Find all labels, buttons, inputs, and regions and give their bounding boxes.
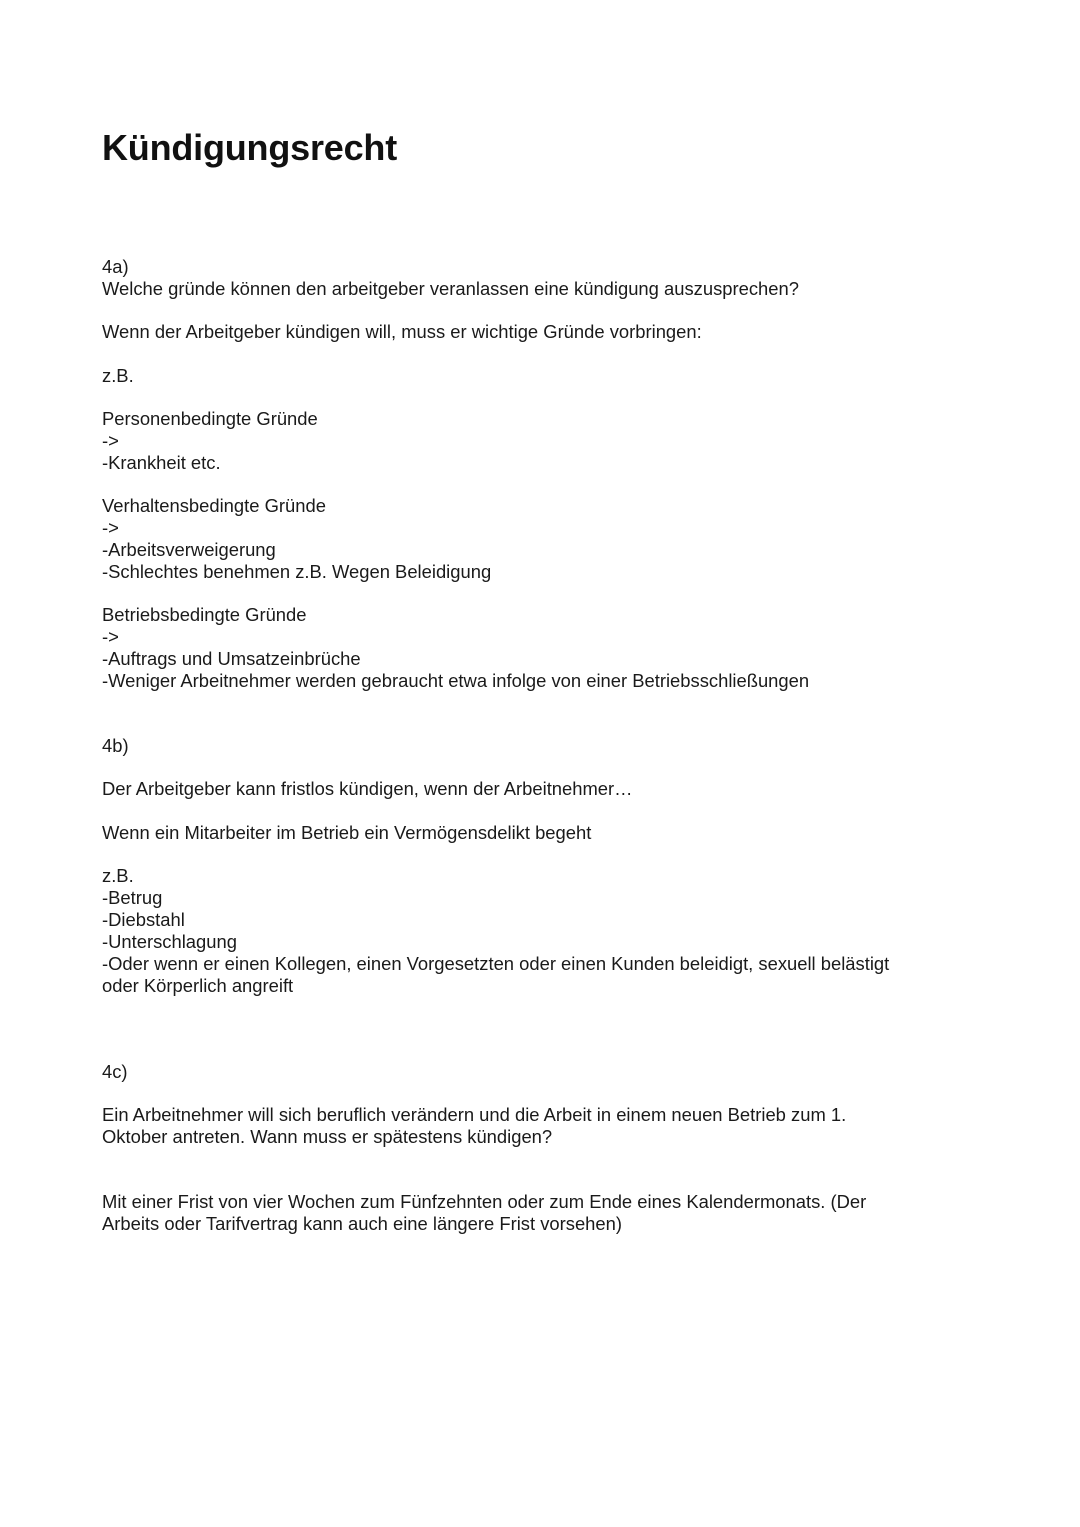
- section-label-4b: 4b): [102, 735, 129, 756]
- list-item: -Krankheit etc.: [102, 452, 221, 473]
- condition-4b: Wenn ein Mitarbeiter im Betrieb ein Vermögensdelikt begeht: [102, 822, 592, 843]
- example-label-4a: z.B.: [102, 365, 134, 386]
- question-4a: Welche gründe können den arbeitgeber veranlassen eine kündigung auszusprechen?: [102, 278, 799, 299]
- list-item: -Auftrags und Umsatzeinbrüche: [102, 648, 361, 669]
- group-heading-verhaltensbedingt: Verhaltensbedingte Gründe: [102, 495, 326, 516]
- question-4c-line-1: Ein Arbeitnehmer will sich beruflich verändern und die Arbeit in einem neuen Betrieb zum 1.: [102, 1104, 847, 1125]
- section-label-4a: 4a): [102, 256, 129, 277]
- question-4c-line-2: Oktober antreten. Wann muss er spätestens kündigen?: [102, 1126, 553, 1147]
- intro-4a: Wenn der Arbeitgeber kündigen will, muss er wichtige Gründe vorbringen:: [102, 321, 702, 342]
- page-title: Kündigungsrecht: [102, 127, 397, 168]
- example-label-4b: z.B.: [102, 865, 134, 886]
- list-item: -Arbeitsverweigerung: [102, 539, 276, 560]
- list-item: -Oder wenn er einen Kollegen, einen Vorgesetzten oder einen Kunden beleidigt, sexuell belästigt: [102, 953, 890, 974]
- list-item: -Schlechtes benehmen z.B. Wegen Beleidigung: [102, 561, 492, 582]
- group-heading-betriebsbedingt: Betriebsbedingte Gründe: [102, 604, 307, 625]
- list-item: -Betrug: [102, 887, 163, 908]
- arrow-verhaltensbedingt: ->: [102, 517, 119, 538]
- list-item-continuation: oder Körperlich angreift: [102, 975, 294, 996]
- section-label-4c: 4c): [102, 1061, 128, 1082]
- group-heading-personenbedingt: Personenbedingte Gründe: [102, 408, 318, 429]
- statement-4b: Der Arbeitgeber kann fristlos kündigen, wenn der Arbeitnehmer…: [102, 778, 633, 799]
- list-item: -Unterschlagung: [102, 931, 237, 952]
- answer-4c-line-2: Arbeits oder Tarifvertrag kann auch eine längere Frist vorsehen): [102, 1213, 622, 1234]
- answer-4c-line-1: Mit einer Frist von vier Wochen zum Fünfzehnten oder zum Ende eines Kalendermonats. (Der: [102, 1191, 867, 1212]
- arrow-betriebsbedingt: ->: [102, 626, 119, 647]
- list-item: -Diebstahl: [102, 909, 185, 930]
- arrow-personenbedingt: ->: [102, 430, 119, 451]
- list-item: -Weniger Arbeitnehmer werden gebraucht etwa infolge von einer Betriebsschließungen: [102, 670, 810, 691]
